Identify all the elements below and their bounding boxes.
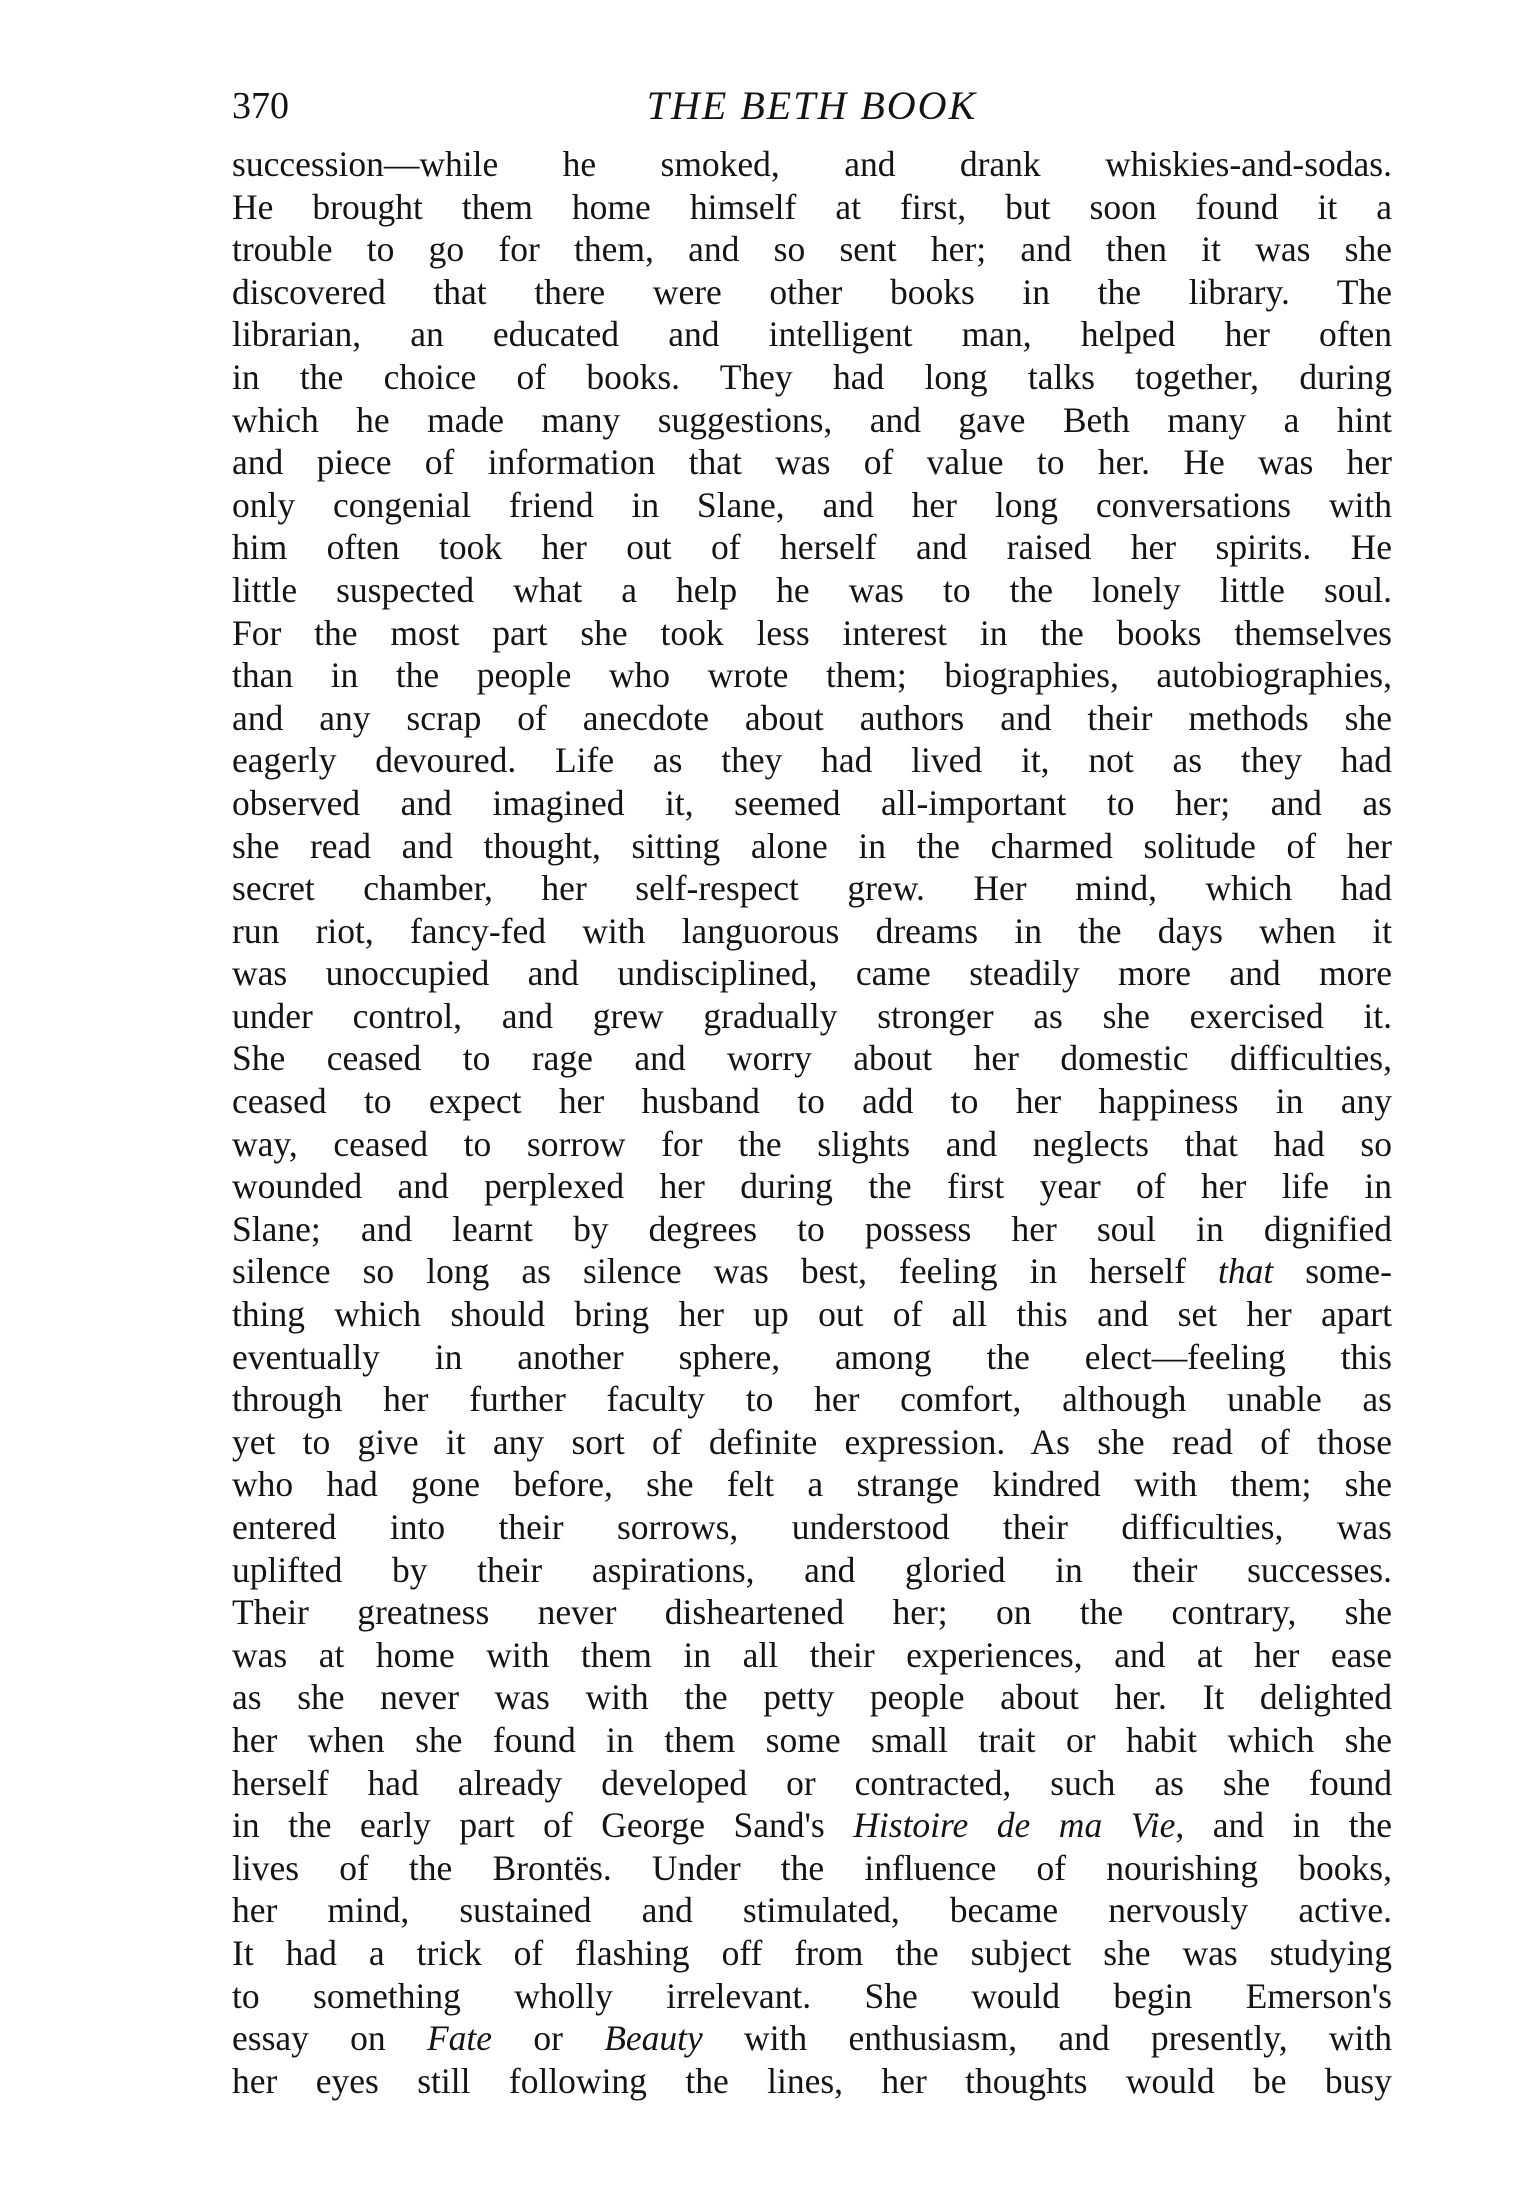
text-line: run riot, fancy-fed with languorous dreams in the days when it bbox=[232, 910, 1392, 951]
text-run: , and in the bbox=[1175, 1805, 1392, 1846]
essay-title-italic: Beauty bbox=[604, 2018, 703, 2059]
text-line: she read and thought, sitting alone in the charmed solitude of her bbox=[232, 825, 1392, 866]
text-line: which he made many suggestions, and gave Beth many a hint bbox=[232, 399, 1392, 440]
essay-title-italic: Fate bbox=[426, 2018, 493, 2059]
text-run: or bbox=[492, 2018, 605, 2059]
text-line: discovered that there were other books in the library. The bbox=[232, 271, 1392, 312]
text-run: silence so long as silence was best, feeling in herself bbox=[232, 1251, 1218, 1292]
text-line: her when she found in them some small trait or habit which she bbox=[232, 1719, 1392, 1760]
text-line: her mind, sustained and stimulated, became nervously active. bbox=[232, 1890, 1392, 1931]
running-title: THE BETH BOOK bbox=[646, 83, 978, 128]
text-line: librarian, an educated and intelligent man, helped her often bbox=[232, 314, 1392, 355]
text-line: entered into their sorrows, understood their difficulties, was bbox=[232, 1507, 1392, 1547]
text-line: way, ceased to sorrow for the slights and neglects that had so bbox=[232, 1123, 1392, 1164]
italic-emphasis: that bbox=[1217, 1251, 1274, 1292]
text-line: observed and imagined it, seemed all-important to her; and as bbox=[232, 782, 1392, 823]
text-line: wounded and perplexed her during the first year of her life in bbox=[232, 1166, 1392, 1207]
text-line: than in the people who wrote them; biographies, autobiographies, bbox=[232, 655, 1392, 696]
text-line: little suspected what a help he was to the lonely little soul. bbox=[232, 569, 1392, 610]
book-title-italic: Histoire de ma Vie bbox=[853, 1805, 1176, 1846]
text-line: uplifted by their aspirations, and gloried in their successes. bbox=[232, 1549, 1392, 1590]
page-header bbox=[232, 78, 1392, 134]
text-line: as she never was with the petty people about her. It delighted bbox=[232, 1677, 1392, 1718]
text-line: thing which should bring her up out of all this and set her apart bbox=[232, 1294, 1392, 1335]
text-run: with enthusiasm, and presently, with bbox=[702, 2018, 1392, 2059]
text-line: was at home with them in all their experiences, and at her ease bbox=[232, 1634, 1392, 1675]
text-line: and piece of information that was of value to her. He was her bbox=[232, 442, 1392, 483]
text-line: him often took her out of herself and raised her spirits. He bbox=[232, 527, 1392, 568]
text-line: yet to give it any sort of definite expression. As she read of those bbox=[232, 1421, 1392, 1462]
text-line: He brought them home himself at first, but soon found it a bbox=[232, 186, 1392, 227]
text-line: only congenial friend in Slane, and her long conversations with bbox=[232, 484, 1392, 525]
text-line: herself had already developed or contracted, such as she found bbox=[232, 1762, 1392, 1803]
text-line: It had a trick of flashing off from the subject she was studying bbox=[232, 1932, 1392, 1973]
text-run: in the early part of George Sand's bbox=[232, 1805, 854, 1846]
text-line: was unoccupied and undisciplined, came steadily more and more bbox=[232, 953, 1392, 994]
text-run: some- bbox=[1273, 1251, 1392, 1292]
text-line bbox=[232, 2017, 1392, 2060]
text-line bbox=[232, 1804, 1392, 1847]
text-line: to something wholly irrelevant. She would begin Emerson's bbox=[232, 1975, 1392, 2016]
text-line: Slane; and learnt by degrees to possess her soul in dignified bbox=[232, 1208, 1392, 1249]
text-line: trouble to go for them, and so sent her; and then it was she bbox=[232, 229, 1392, 270]
text-line: lives of the Brontës. Under the influence of nourishing books, bbox=[232, 1847, 1392, 1888]
page-number: 370 bbox=[232, 85, 289, 127]
text-line: who had gone before, she felt a strange kindred with them; she bbox=[232, 1464, 1392, 1505]
text-line bbox=[232, 1250, 1392, 1293]
text-line: eagerly devoured. Life as they had lived it, not as they had bbox=[232, 740, 1392, 781]
text-line: eventually in another sphere, among the elect—feeling this bbox=[232, 1336, 1392, 1377]
text-line: in the choice of books. They had long talks together, during bbox=[232, 356, 1392, 397]
text-line: She ceased to rage and worry about her domestic difficulties, bbox=[232, 1038, 1392, 1079]
text-run: essay on bbox=[232, 2018, 427, 2059]
body-text bbox=[232, 143, 1392, 2102]
text-line: and any scrap of anecdote about authors and their methods she bbox=[232, 697, 1392, 738]
text-line: her eyes still following the lines, her thoughts would be busy bbox=[232, 2060, 1392, 2101]
text-line: succession—while he smoked, and drank whiskies-and-sodas. bbox=[232, 144, 1392, 184]
text-line: Their greatness never disheartened her; on the contrary, she bbox=[232, 1592, 1392, 1633]
text-line: For the most part she took less interest in the books themselves bbox=[232, 612, 1392, 653]
text-line: ceased to expect her husband to add to her happiness in any bbox=[232, 1081, 1392, 1122]
text-line: through her further faculty to her comfort, although unable as bbox=[232, 1379, 1392, 1420]
text-line: secret chamber, her self-respect grew. Her mind, which had bbox=[232, 868, 1392, 909]
text-line: under control, and grew gradually stronger as she exercised it. bbox=[232, 995, 1392, 1036]
